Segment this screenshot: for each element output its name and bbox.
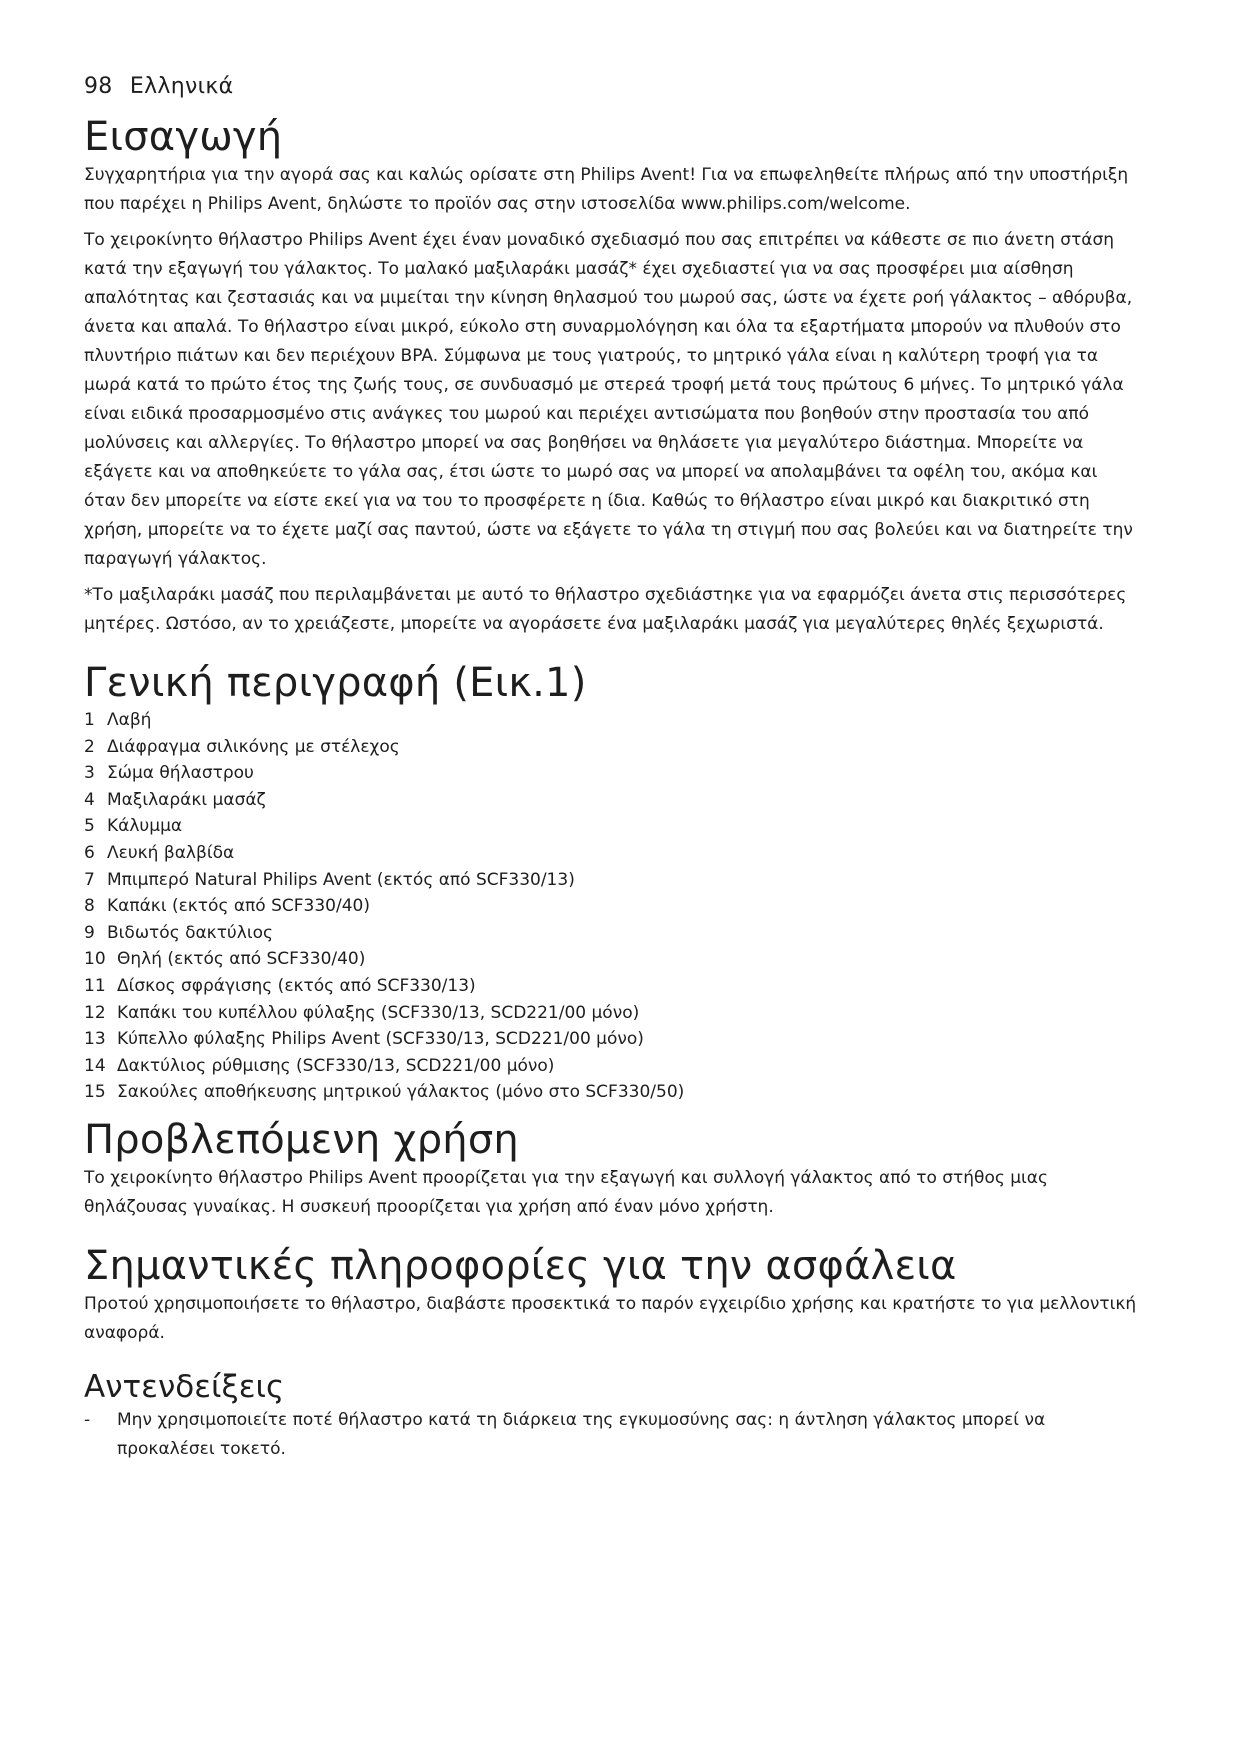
item-number: 4 — [84, 789, 95, 810]
language-label: Ελληνικά — [129, 74, 234, 99]
item-number: 3 — [84, 763, 95, 784]
running-head — [84, 74, 1144, 99]
intro-paragraph-2: Το χειροκίνητο θήλαστρο Philips Avent έχει έναν μοναδικό σχεδιασμό που σας επιτρέπει να κάθεστε σε πιο άνετη στάση κατά την εξαγωγή του γάλακτος. Το μαλακό μαξιλαράκι μασάζ* έχει σχεδιαστεί για να σας προσφέρει μια αίσθηση απαλότητας και ζεστασιάς και να μιμείται την κίνηση θηλασμού του μωρού σας, ώστε να έχετε ροή γάλακτος – αθόρυβα, άνετα και απαλά. Το θήλαστρο είναι μικρό, εύκολο στη συναρμολόγηση και όλα τα εξαρτήματα μπορούν να πλυθούν στο πλυντήριο πιάτων και δεν περιέχουν BPA. Σύμφωνα με τους γιατρούς, το μητρικό γάλα είναι η καλύτερη τροφή για τα μωρά κατά το πρώτο έτος της ζωής τους, σε συνδυασμό με στερεά τροφή μετά τους πρώτους 6 μήνες. Το μητρικό γάλα είναι ειδικά προσαρμοσμένο στις ανάγκες του μωρού και περιέχει αντισώματα που βοηθούν στην προστασία του από μολύνσεις και αλλεργίες. Το θήλαστρο μπορεί να σας βοηθήσει να θηλάσετε για μεγαλύτερο διάστημα. Μπορείτε να εξάγετε και να αποθηκεύετε το γάλα σας, έτσι ώστε το μωρό σας να μπορεί να απολαμβάνει τα οφέλη του, ακόμα και όταν δεν μπορείτε να είστε εκεί για να του το προσφέρετε η ίδια. Καθώς το θήλαστρο είναι μικρό και διακριτικό στη χρήση, μπορείτε να το έχετε μαζί σας παντού, ώστε να εξάγετε το γάλα τη στιγμή που σας βολεύει και να διατηρείτε την παραγωγή γάλακτος. — [84, 230, 1133, 569]
item-label: Καπάκι του κυπέλλου φύλαξης (SCF330/13, SCD221/00 μόνο) — [117, 1002, 640, 1023]
item-number: 6 — [84, 842, 95, 863]
intro-title: Εισαγωγή — [84, 114, 283, 160]
item-label: Κύπελλο φύλαξης Philips Avent (SCF330/13, SCD221/00 μόνο) — [117, 1029, 644, 1050]
item-number: 13 — [84, 1029, 106, 1050]
page-number: 98 — [84, 74, 113, 99]
item-label: Σώμα θήλαστρου — [107, 763, 254, 784]
overview-title: Γενική περιγραφή (Εικ.1) — [84, 660, 587, 706]
item-label: Λευκή βαλβίδα — [107, 842, 235, 863]
overview-section — [84, 659, 1144, 1106]
item-number: 12 — [84, 1002, 106, 1023]
list-item — [84, 840, 1144, 867]
list-item — [84, 1000, 1144, 1027]
list-item — [84, 1079, 1144, 1106]
item-label: Δακτύλιος ρύθμισης (SCF330/13, SCD221/00 μόνο) — [117, 1055, 555, 1076]
contraindications-list — [84, 1406, 1144, 1464]
list-item — [84, 760, 1144, 787]
item-label: Καπάκι (εκτός από SCF330/40) — [107, 896, 370, 917]
list-item — [84, 1406, 1144, 1464]
list-item — [84, 813, 1144, 840]
list-item — [84, 1053, 1144, 1080]
item-number: 5 — [84, 816, 95, 837]
item-label: Λαβή — [107, 710, 152, 730]
item-number: 10 — [84, 949, 106, 970]
item-label: Θηλή (εκτός από SCF330/40) — [117, 949, 366, 970]
item-number: 11 — [84, 975, 106, 996]
item-number: 9 — [84, 922, 95, 943]
item-number: 8 — [84, 896, 95, 917]
item-label: Μαξιλαράκι μασάζ — [107, 789, 266, 810]
safety-paragraph: Προτού χρησιμοποιήσετε το θήλαστρο, διαβάστε προσεκτικά το παρόν εγχειρίδιο χρήσης και κρατήστε το για μελλοντική αναφορά. — [84, 1293, 1137, 1343]
intended-use-section — [84, 1116, 1144, 1222]
intro-footnote: *Το μαξιλαράκι μασάζ που περιλαμβάνεται με αυτό το θήλαστρο σχεδιάστηκε για να εφαρμόζει άνετα στις περισσότερες μητέρες. Ωστόσο, αν το χρειάζεστε, μπορείτε να αγοράσετε ένα μαξιλαράκι μασάζ για μεγαλύτερες θηλές ξεχωριστά. — [84, 585, 1127, 634]
item-label: Διάφραγμα σιλικόνης με στέλεχος — [107, 736, 400, 757]
list-item — [84, 1026, 1144, 1053]
item-label: Σακούλες αποθήκευσης μητρικού γάλακτος (μόνο στο SCF330/50) — [117, 1082, 685, 1103]
list-item — [84, 787, 1144, 814]
item-label: Μπιμπερό Natural Philips Avent (εκτός από SCF330/13) — [107, 869, 575, 890]
dash-bullet: - — [84, 1409, 91, 1430]
list-item — [84, 867, 1144, 894]
contraindications-title: Αντενδείξεις — [84, 1368, 285, 1405]
item-number: 2 — [84, 736, 95, 757]
list-item — [84, 973, 1144, 1000]
item-label: Δίσκος σφράγισης (εκτός από SCF330/13) — [117, 975, 476, 996]
item-number: 1 — [84, 710, 95, 730]
list-item — [84, 946, 1144, 973]
safety-section — [84, 1242, 1144, 1464]
item-label: Βιδωτός δακτύλιος — [107, 922, 273, 943]
intro-section — [84, 113, 1144, 639]
list-item — [84, 920, 1144, 947]
safety-title: Σημαντικές πληροφορίες για την ασφάλεια — [84, 1242, 957, 1289]
list-item — [84, 893, 1144, 920]
contraindication-text: Μην χρησιμοποιείτε ποτέ θήλαστρο κατά τη διάρκεια της εγκυμοσύνης σας: η άντληση γάλακτος μπορεί να προκαλέσει τοκετό. — [117, 1409, 1046, 1459]
list-item — [84, 707, 1144, 734]
parts-list — [84, 707, 1144, 1106]
item-number: 15 — [84, 1082, 106, 1103]
intended-use-title: Προβλεπόμενη χρήση — [84, 1116, 519, 1163]
list-item — [84, 734, 1144, 761]
item-number: 14 — [84, 1055, 106, 1076]
intro-paragraph-1: Συγχαρητήρια για την αγορά σας και καλώς ορίσατε στη Philips Avent! Για να επωφεληθείτε πλήρως από την υποστήριξη που παρέχει η Philips Avent, δηλώστε το προϊόν σας στην ιστοσελίδα www.philips.com/welcome. — [84, 165, 1129, 214]
item-number: 7 — [84, 869, 95, 890]
item-label: Κάλυμμα — [107, 816, 183, 837]
intended-use-paragraph: Το χειροκίνητο θήλαστρο Philips Avent προορίζεται για την εξαγωγή και συλλογή γάλακτος από το στήθος μιας θηλάζουσας γυναίκας. Η συσκευή προορίζεται για χρήση από έναν μόνο χρήστη. — [84, 1167, 1048, 1217]
manual-page — [84, 74, 1144, 1464]
